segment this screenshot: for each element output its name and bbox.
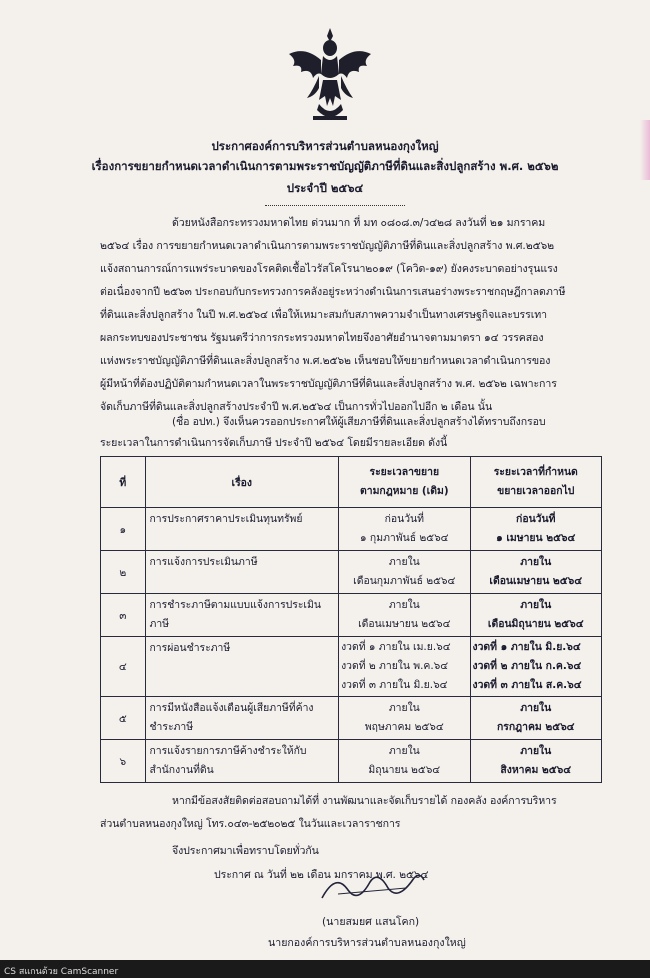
- row-new-line: กรกฎาคม ๒๕๖๔: [496, 721, 575, 733]
- row-new-line: งวดที่ ๒ ภายใน ก.ค.๖๔: [472, 660, 582, 672]
- row-new-period: [470, 551, 601, 594]
- row-old-period: [339, 740, 470, 783]
- row-new-period: [470, 594, 601, 637]
- row-topic: [145, 594, 339, 637]
- row-topic-line: การประกาศราคาประเมินทุนทรัพย์: [149, 513, 303, 525]
- header-old-line: ตามกฎหมาย (เดิม): [359, 485, 449, 497]
- garuda-emblem-icon: [283, 26, 377, 126]
- row-topic: [145, 697, 339, 740]
- row-no: ๑: [101, 508, 146, 551]
- row-old-line: ภายใน: [388, 702, 420, 714]
- body-line: (ชื่อ อปท.) จึงเห็นควรออกประกาศให้ผู้เสียภาษีที่ดินและสิ่งปลูกสร้างได้ทราบถึงกรอบ: [172, 416, 546, 428]
- announce-line: จึงประกาศมาเพื่อทราบโดยทั่วกัน: [172, 845, 319, 857]
- body-line: แห่งพระราชบัญญัติภาษีที่ดินและสิ่งปลูกสร้าง พ.ศ.๒๕๖๒ เห็นชอบให้ขยายกำหนดเวลาดำเนินการของ: [100, 355, 551, 367]
- row-old-line: ๑ กุมภาพันธ์ ๒๕๖๔: [360, 532, 449, 544]
- row-new-line: ๑ เมษายน ๒๕๖๔: [496, 532, 576, 544]
- body-line: ผู้มีหน้าที่ต้องปฏิบัติตามกำหนดเวลาในพระราชบัญญัติภาษีที่ดินและสิ่งปลูกสร้าง พ.ศ. ๒๕๖๒ เฉพาะการ: [100, 378, 557, 390]
- row-new-period: [470, 697, 601, 740]
- table-row: [101, 697, 602, 740]
- row-old-line: พฤษภาคม ๒๕๖๔: [364, 721, 444, 733]
- title-divider: [265, 205, 405, 206]
- row-no: ๔: [101, 637, 146, 697]
- row-new-line: เดือนเมษายน ๒๕๖๔: [489, 575, 583, 587]
- table-row: [101, 637, 602, 697]
- row-no: ๕: [101, 697, 146, 740]
- row-topic: [145, 637, 339, 697]
- row-new-line: งวดที่ ๑ ภายใน มิ.ย.๖๔: [472, 641, 581, 653]
- row-topic-line: ภาษี: [149, 618, 170, 630]
- body-line: ระยะเวลาในการดำเนินการจัดเก็บภาษี ประจำปี ๒๕๖๔ โดยมีรายละเอียด ดังนี้: [100, 437, 448, 449]
- header-new-line: ขยายเวลาออกไป: [497, 485, 575, 497]
- signature-scribble: [318, 868, 428, 908]
- signer-position: นายกองค์การบริหารส่วนตำบลหนองกุงใหญ่: [268, 937, 466, 949]
- header-new-line: ระยะเวลาที่กำหนด: [493, 466, 578, 478]
- row-old-period: [339, 508, 470, 551]
- row-old-line: มิถุนายน ๒๕๖๔: [368, 764, 441, 776]
- announcement-title: ประกาศองค์การบริหารส่วนตำบลหนองกุงใหญ่: [211, 139, 439, 153]
- row-topic-line: การมีหนังสือแจ้งเตือนผู้เสียภาษีที่ค้าง: [149, 702, 314, 714]
- row-old-line: ภายใน: [388, 556, 420, 568]
- header-old-line: ระยะเวลาขยาย: [369, 466, 440, 478]
- row-new-line: งวดที่ ๓ ภายใน ส.ค.๖๔: [472, 679, 582, 691]
- row-topic-line: การชำระภาษีตามแบบแจ้งการประเมิน: [149, 599, 321, 611]
- body-line: ต่อเนื่องจากปี ๒๕๖๓ ประกอบกับกระทรวงการคลังอยู่ระหว่างดำเนินการเสนอร่างพระราชกฤษฎีกาลดภาษี: [100, 286, 566, 298]
- body-line: ที่ดินและสิ่งปลูกสร้าง ในปี พ.ศ.๒๕๖๔ เพื่อให้เหมาะสมกับสภาพความจำเป็นทางเศรษฐกิจและบรรเทา: [100, 309, 547, 321]
- row-new-line: เดือนมิถุนายน ๒๕๖๔: [487, 618, 584, 630]
- scanner-watermark: CS สแกนด้วย CamScanner: [4, 967, 119, 977]
- contact-line: ส่วนตำบลหนองกุงใหญ่ โทร.๐๔๓-๒๕๒๐๒๕ ในวันและเวลาราชการ: [100, 818, 401, 830]
- table-header-row: [101, 457, 602, 508]
- header-old-period: [339, 457, 470, 508]
- row-topic: [145, 740, 339, 783]
- row-old-line: เดือนกุมภาพันธ์ ๒๕๖๔: [353, 575, 456, 587]
- row-no: ๒: [101, 551, 146, 594]
- row-old-line: เดือนเมษายน ๒๕๖๔: [358, 618, 451, 630]
- row-new-period: [470, 508, 601, 551]
- row-old-line: ภายใน: [388, 599, 420, 611]
- header-topic: เรื่อง: [145, 457, 339, 508]
- table-row: [101, 594, 602, 637]
- announcement-year: ประจำปี ๒๕๖๔: [286, 181, 364, 195]
- row-old-period: [339, 637, 470, 697]
- row-new-line: ภายใน: [520, 745, 552, 757]
- table-row: [101, 551, 602, 594]
- row-topic-line: ชำระภาษี: [149, 721, 194, 733]
- row-topic-line: สำนักงานที่ดิน: [149, 764, 214, 776]
- body-line: แจ้งสถานการณ์การแพร่ระบาดของโรคติดเชื้อไวรัสโคโรนา๒๐๑๙ (โควิด-๑๙) ยังคงระบาดอย่างรุนแรง: [100, 263, 558, 275]
- row-old-line: งวดที่ ๒ ภายใน พ.ค.๖๔: [341, 660, 449, 672]
- header-new-period: [470, 457, 601, 508]
- row-old-line: ภายใน: [388, 745, 420, 757]
- row-new-line: ภายใน: [520, 556, 552, 568]
- body-line: ผลกระทบของประชาชน รัฐมนตรีว่าการกระทรวงมหาดไทยจึงอาศัยอำนาจตามมาตรา ๑๔ วรรคสอง: [100, 332, 544, 344]
- body-line: จัดเก็บภาษีที่ดินและสิ่งปลูกสร้างประจำปี พ.ศ.๒๕๖๔ เป็นการทั่วไปออกไปอีก ๒ เดือน นั้น: [100, 401, 493, 413]
- header-no: ที่: [101, 457, 146, 508]
- body-line: ๒๕๖๔ เรื่อง การขยายกำหนดเวลาดำเนินการตามพระราชบัญญัติภาษีที่ดินและสิ่งปลูกสร้าง พ.ศ.๒๕๖๒: [100, 240, 555, 252]
- signer-name: (นายสมยศ แสนโคก): [322, 916, 420, 928]
- row-topic-line: การแจ้งการประเมินภาษี: [149, 556, 258, 568]
- row-old-period: [339, 697, 470, 740]
- scanner-footer: [0, 960, 650, 978]
- row-topic-line: การแจ้งรายการภาษีค้างชำระให้กับ: [149, 745, 307, 757]
- row-old-line: ก่อนวันที่: [384, 513, 424, 525]
- row-old-period: [339, 551, 470, 594]
- row-topic-line: [150, 572, 335, 591]
- row-old-period: [339, 594, 470, 637]
- row-new-period: [470, 740, 601, 783]
- row-no: ๓: [101, 594, 146, 637]
- row-new-line: ก่อนวันที่: [516, 513, 556, 525]
- row-new-period: [470, 637, 601, 697]
- row-topic-line: [150, 529, 335, 548]
- schedule-table: [100, 456, 602, 783]
- body-line: ด้วยหนังสือกระทรวงมหาดไทย ด่วนมาก ที่ มท ๐๘๐๘.๓/ว๔๒๘ ลงวันที่ ๒๑ มกราคม: [172, 217, 546, 229]
- row-topic: [145, 551, 339, 594]
- announcement-subject: เรื่องการขยายกำหนดเวลาดำเนินการตามพระราชบัญญัติภาษีที่ดินและสิ่งปลูกสร้าง พ.ศ. ๒๕๖๒: [91, 159, 559, 173]
- row-old-line: งวดที่ ๑ ภายใน เม.ย.๖๔: [341, 641, 451, 653]
- row-no: ๖: [101, 740, 146, 783]
- row-topic-line: การผ่อนชำระภาษี: [149, 642, 231, 654]
- row-new-line: ภายใน: [520, 702, 552, 714]
- row-new-line: ภายใน: [520, 599, 552, 611]
- table-row: [101, 508, 602, 551]
- contact-line: หากมีข้อสงสัยติดต่อสอบถามได้ที่ งานพัฒนาและจัดเก็บรายได้ กองคลัง องค์การบริหาร: [172, 795, 557, 807]
- row-old-line: งวดที่ ๓ ภายใน มิ.ย.๖๔: [341, 679, 448, 691]
- row-new-line: สิงหาคม ๒๕๖๔: [500, 764, 572, 776]
- announce-date: ประกาศ ณ วันที่ ๒๒ เดือน มกราคม พ.ศ. ๒๕๖๔: [214, 869, 429, 881]
- row-topic: [145, 508, 339, 551]
- garuda-emblem: [283, 26, 377, 126]
- table-row: [101, 740, 602, 783]
